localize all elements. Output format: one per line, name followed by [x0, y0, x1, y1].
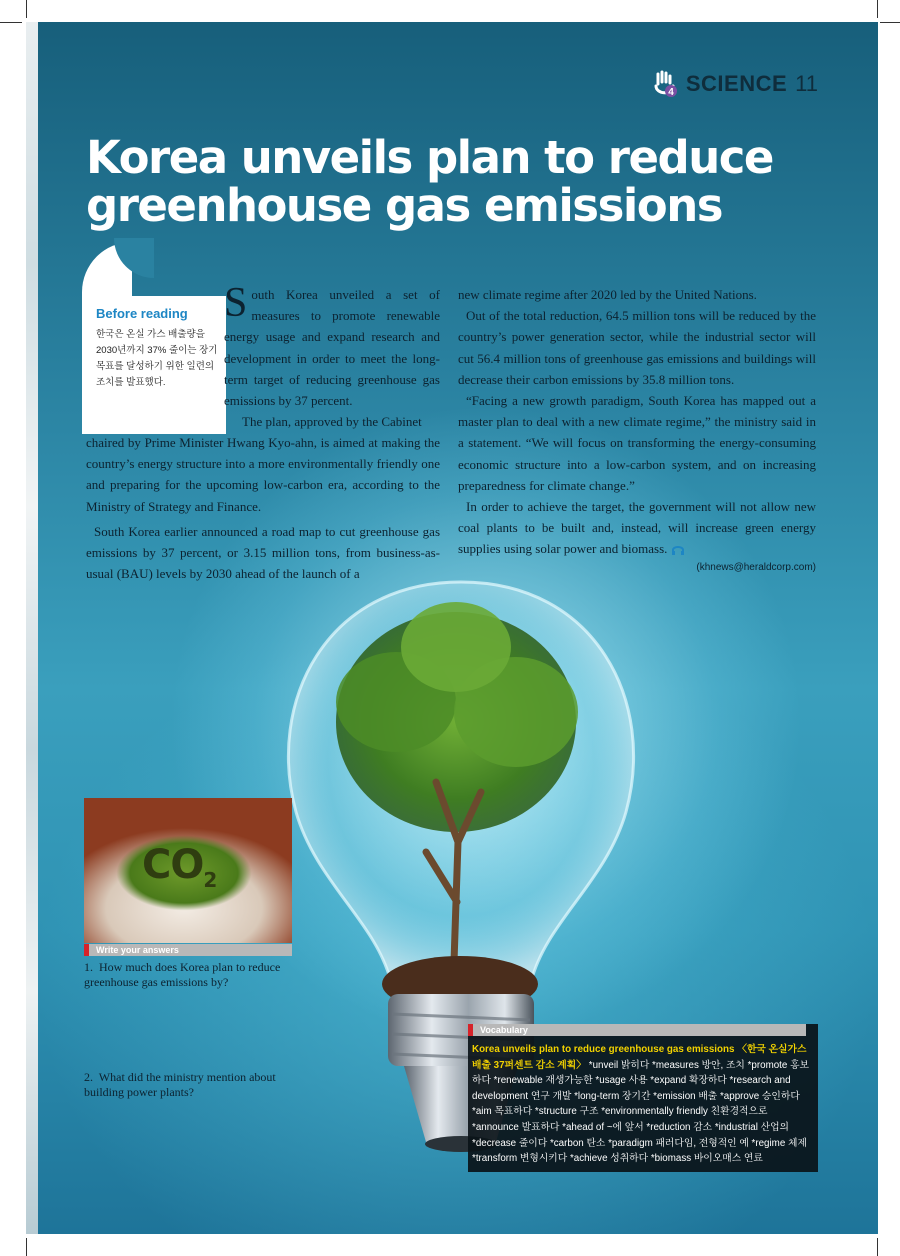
vocabulary-ribbon: Vocabulary	[468, 1024, 806, 1036]
crop-mark	[26, 1238, 27, 1256]
tree-canopy	[401, 602, 511, 692]
crop-mark	[0, 22, 22, 23]
hand-level-icon	[652, 70, 678, 98]
article-column-left-bottom	[86, 432, 440, 584]
question-1	[84, 960, 298, 990]
before-reading-text: 한국은 온실 가스 배출량을 2030년까지 37% 줄이는 장기 목표를 달성하기 위한 일련의 조치를 발표했다.	[96, 329, 218, 388]
vocabulary-text	[472, 1042, 814, 1167]
question-text: How much does Korea plan to reduce greenhouse gas emissions by?	[84, 960, 281, 989]
article-paragraph: new climate regime after 2020 led by the United Nations.	[458, 287, 757, 302]
section-header	[652, 70, 818, 98]
article-column-left-top	[224, 280, 440, 432]
article-paragraph: “Facing a new growth paradigm, South Korea has mapped out a master plan to deal with a new climate regime,” the ministry said in a statement. “We will focus on transforming the energy-consuming economic structure into a low-carbon system, and on increasing preparedness for climate change.”	[458, 393, 816, 493]
section-name: SCIENCE	[685, 71, 788, 96]
question-text: What did the ministry mention about building power plants?	[84, 1070, 276, 1099]
vocabulary-headline: Korea unveils plan to reduce greenhouse gas emissions 〈한국 온실가스 배출 37퍼센트 감소 계획〉	[472, 1044, 807, 1071]
article-paragraph: South Korea earlier announced a road map to cut greenhouse gas emissions by 37 percent, or 3.15 million tons, from business-as-usual (BAU) levels by 2030 ahead of the launch of a	[86, 523, 440, 582]
co2-image-label	[142, 842, 216, 892]
co2-clouds-image	[84, 798, 292, 943]
co2-image-text: $CO_2$	[142, 842, 217, 892]
article-paragraph-text: In order to achieve the target, the government will not allow new coal plants to be built and, instead, will increase green energy supplies using solar power and biomass.	[458, 499, 816, 557]
crop-mark	[880, 22, 900, 23]
vocabulary-box	[468, 1024, 818, 1172]
author-email: (khnews@heraldcorp.com)	[696, 562, 816, 573]
crop-mark	[26, 0, 27, 18]
crop-mark	[877, 1238, 878, 1256]
question-number: 2.	[84, 1070, 93, 1084]
article-paragraph	[458, 496, 816, 560]
headphone-icon[interactable]	[671, 544, 685, 556]
write-answers-ribbon: Write your answers	[84, 944, 292, 956]
question-2	[84, 1070, 298, 1100]
vocabulary-entries: *unveil 밝히다 *measures 방안, 조치 *promote 홍보하다 *renewable 재생가능한 *usage 사용 *expand 확장하다 *research and development 연구 개발 *long-term 장기간 *emission 배출 *approve 승인하다 *aim 목표하다 *structure 구조 *environmentally friendly 친환경적으로 *announce 발표하다 *ahead of ~에 앞서 *reduction 감소 *industrial 산업의 *decrease 줄이다 *carbon 탄소 *paradigm 패러다임, 전형적인 예 *regime 체제 *transform 변형시키다 *achieve 성취하다 *biomass 바이오매스 연료	[472, 1059, 809, 1165]
article-paragraph: The plan, approved by the Cabinet	[242, 414, 422, 430]
article-paragraph: Out of the total reduction, 64.5 million tons will be reduced by the country’s power generation sector, while the industrial sector will cut 56.4 million tons of greenhouse gas emissions and buildings will decrease their carbon emissions by 35.8 million tons.	[458, 308, 816, 387]
article-paragraph: chaired by Prime Minister Hwang Kyo-ahn, is aimed at making the country’s energy structure into a more environmentally friendly one and preparing for the upcoming low-carbon era, according to the Ministry of Strategy and Finance.	[86, 435, 440, 514]
article-column-right	[458, 284, 816, 560]
drop-cap: S	[224, 280, 248, 326]
before-reading-box	[82, 296, 226, 434]
page-number: 11	[795, 71, 818, 96]
magazine-page	[26, 22, 878, 1234]
article-title: Korea unveils plan to reduce greenhouse gas emissions	[86, 131, 773, 232]
article-paragraph: outh Korea unveiled a set of measures to promote renewable energy usage and expand research and development in order to meet the long-term target of reducing greenhouse gas emissions by 37 percent.	[224, 287, 440, 409]
before-reading-title: Before reading	[96, 306, 188, 321]
question-number: 1.	[84, 960, 93, 974]
level-badge: 4	[668, 87, 674, 98]
co2-subscript: 2	[203, 868, 217, 892]
crop-mark	[877, 0, 878, 18]
